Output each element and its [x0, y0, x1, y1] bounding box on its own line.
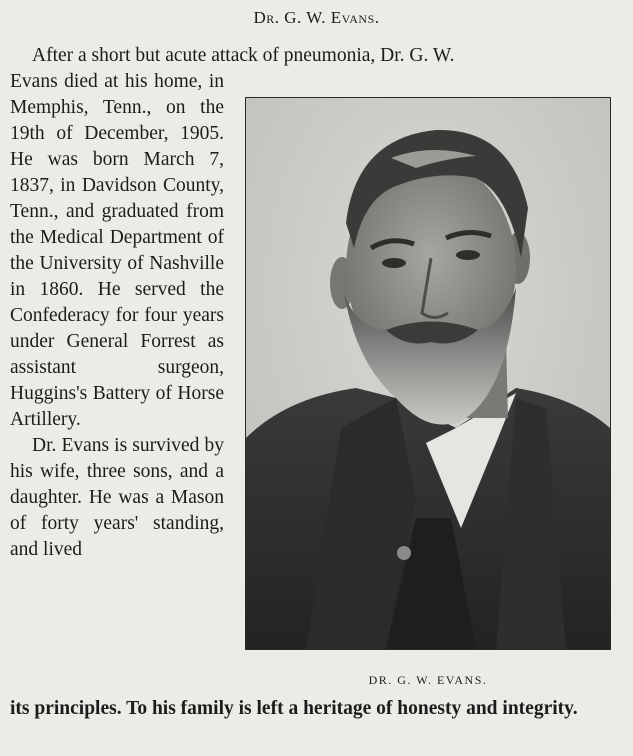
- paragraph-obituary: Evans died at his home, in Memphis, Tenn., on the 19th of December, 1905. He was born March 7, 1837, in Davidson County, Tenn., and graduated from the Medical Department of the University of Nashville in 1860. He served the Confederacy for four years under General Forrest as assistant surgeon, Huggins's Battery of Horse Artillery.: [10, 71, 224, 430]
- portrait-caption: DR. G. W. EVANS.: [368, 673, 488, 687]
- portrait-photo: [245, 97, 611, 650]
- paragraph-survivors: Dr. Evans is survived by his wife, three sons, and a daughter. He was a Mason of forty years' standing, and lived: [10, 435, 224, 560]
- article-text-column: [10, 69, 224, 563]
- portrait-image: [246, 98, 610, 649]
- article-title: Dr. G. W. Evans.: [253, 8, 380, 27]
- article-lead-line: After a short but acute attack of pneumonia, Dr. G. W.: [32, 45, 455, 66]
- article-closing-line: its principles. To his family is left a heritage of honesty and integrity.: [10, 698, 578, 719]
